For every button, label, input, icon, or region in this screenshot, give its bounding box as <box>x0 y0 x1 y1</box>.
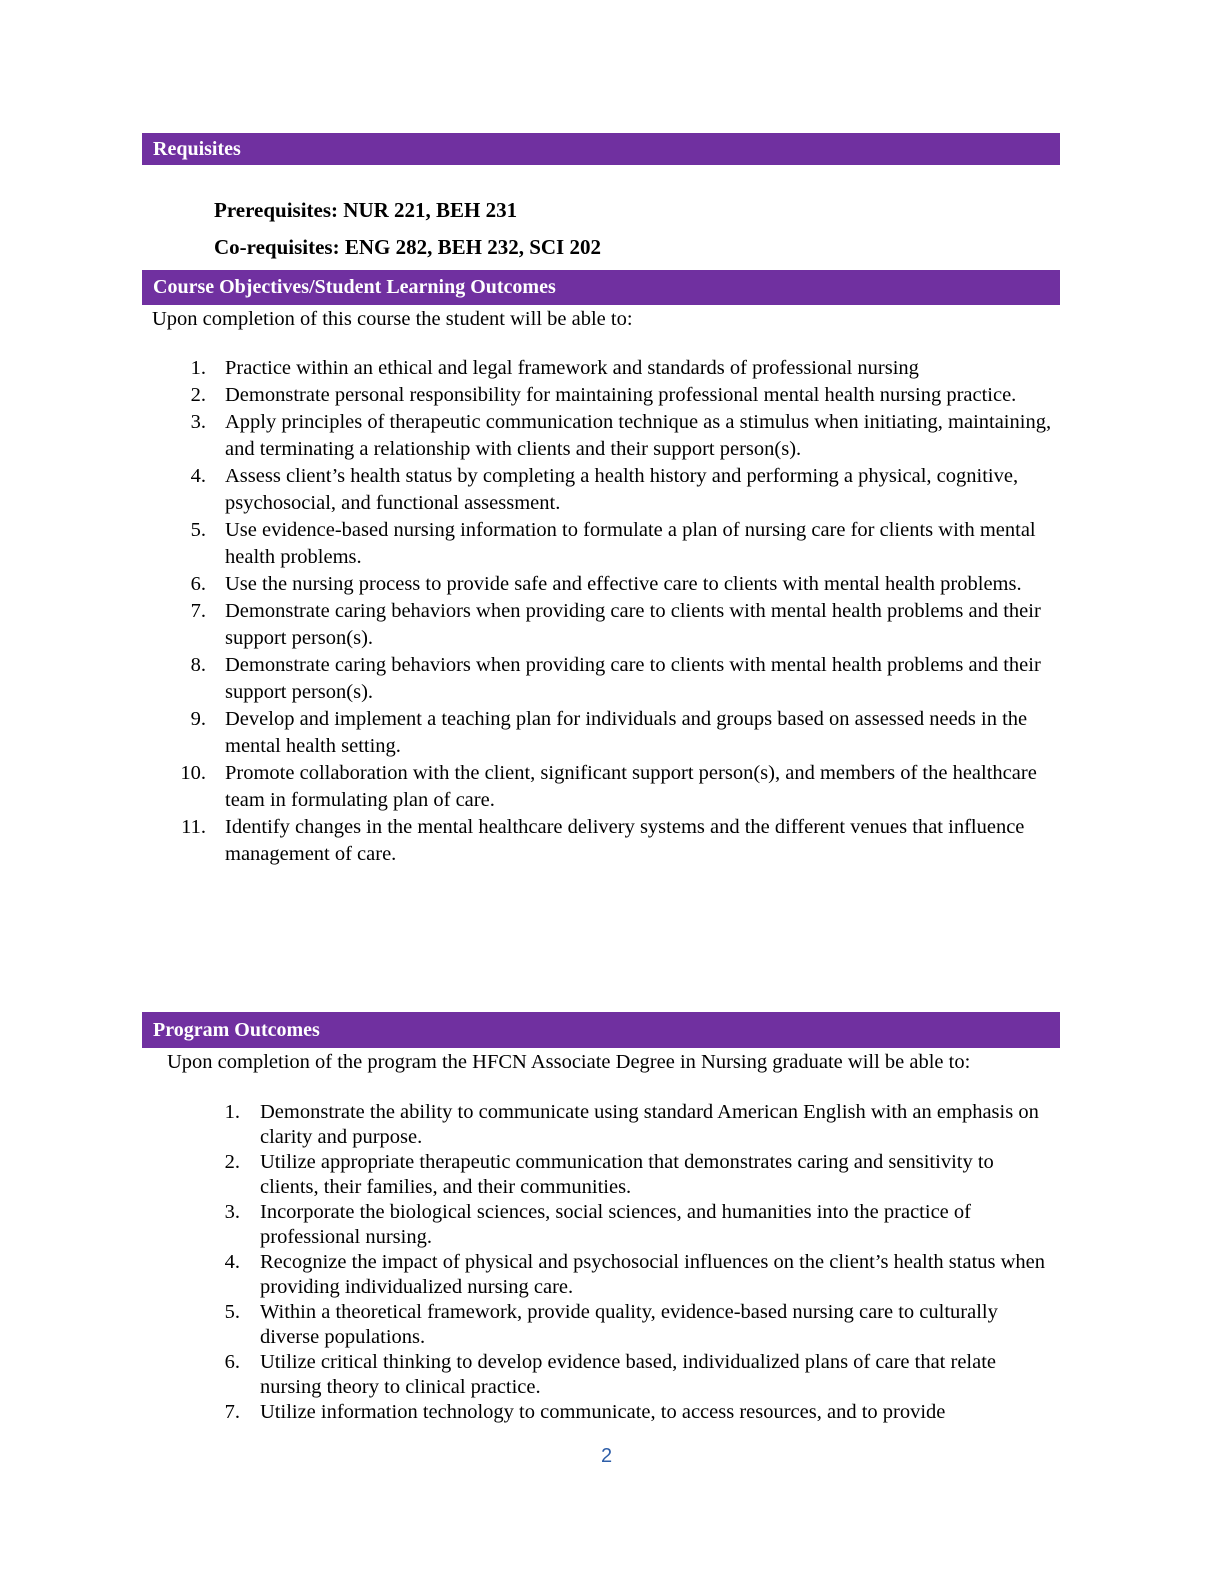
list-item-text: Use evidence-based nursing information to formulate a plan of nursing care for clients with mental health problems. <box>225 519 1036 568</box>
list-item <box>142 1200 1060 1250</box>
list-item-number: 4. <box>190 465 206 487</box>
list-item-text: Demonstrate caring behaviors when providing care to clients with mental health problems and their support person(s). <box>225 600 1041 649</box>
list-item-number: 6. <box>224 1351 240 1373</box>
list-item-text: Develop and implement a teaching plan for individuals and groups based on assessed needs in the mental health setting. <box>225 708 1028 757</box>
list-item-text: Demonstrate the ability to communicate using standard American English with an emphasis on clarity and purpose. <box>260 1101 1039 1148</box>
list-item <box>142 814 1060 868</box>
list-item <box>142 517 1060 571</box>
course-objectives-intro: Upon completion of this course the student will be able to: <box>152 308 633 330</box>
corequisites-line: Co-requisites: ENG 282, BEH 232, SCI 202 <box>214 235 601 259</box>
list-item-number: 9. <box>190 708 206 730</box>
list-item-text: Utilize critical thinking to develop evidence based, individualized plans of care that relate nursing theory to clinical practice. <box>260 1351 997 1398</box>
requisites-heading-text: Requisites <box>153 137 241 160</box>
list-item <box>142 1100 1060 1150</box>
list-item <box>142 1350 1060 1400</box>
list-item-number: 1. <box>190 357 206 379</box>
list-item-number: 5. <box>190 519 206 541</box>
course-objectives-heading <box>142 270 1060 305</box>
program-outcomes-intro: Upon completion of the program the HFCN Associate Degree in Nursing graduate will be able to: <box>167 1051 971 1073</box>
requisites-heading <box>142 133 1060 165</box>
list-item-text: Incorporate the biological sciences, social sciences, and humanities into the practice of professional nursing. <box>260 1201 971 1248</box>
list-item-text: Demonstrate personal responsibility for maintaining professional mental health nursing practice. <box>225 384 1017 406</box>
list-item-text: Recognize the impact of physical and psychosocial influences on the client’s health status when providing individualized nursing care. <box>260 1251 1046 1298</box>
program-outcomes-heading <box>142 1012 1060 1048</box>
list-item <box>142 382 1060 409</box>
list-item-text: Assess client’s health status by completing a health history and performing a physical, cognitive, psychosocial, and functional assessment. <box>225 465 1019 514</box>
list-item-number: 5. <box>224 1301 240 1323</box>
program-outcomes-list <box>142 1100 1060 1425</box>
list-item-text: Practice within an ethical and legal framework and standards of professional nursing <box>225 357 919 379</box>
list-item-text: Use the nursing process to provide safe and effective care to clients with mental health problems. <box>225 573 1022 595</box>
list-item-number: 4. <box>224 1251 240 1273</box>
list-item-number: 7. <box>190 600 206 622</box>
list-item-number: 7. <box>224 1401 240 1423</box>
list-item-number: 8. <box>190 654 206 676</box>
list-item-text: Demonstrate caring behaviors when providing care to clients with mental health problems and their support person(s). <box>225 654 1041 703</box>
list-item-text: Identify changes in the mental healthcare delivery systems and the different venues that influence management of care. <box>225 816 1025 865</box>
program-outcomes-heading-text: Program Outcomes <box>153 1018 320 1041</box>
list-item <box>142 652 1060 706</box>
list-item-number: 6. <box>190 573 206 595</box>
list-item-number: 3. <box>224 1201 240 1223</box>
list-item <box>142 409 1060 463</box>
list-item-text: Apply principles of therapeutic communication technique as a stimulus when initiating, maintaining, and terminating a relationship with clients and their support person(s). <box>225 411 1052 460</box>
page-number: 2 <box>600 1445 613 1467</box>
list-item <box>142 355 1060 382</box>
list-item-text: Within a theoretical framework, provide quality, evidence-based nursing care to culturally diverse populations. <box>260 1301 998 1348</box>
list-item <box>142 1150 1060 1200</box>
list-item-number: 1. <box>224 1101 240 1123</box>
list-item-number: 10. <box>180 762 206 784</box>
course-objectives-heading-text: Course Objectives/Student Learning Outcomes <box>153 276 556 298</box>
list-item <box>142 463 1060 517</box>
list-item-text: Promote collaboration with the client, significant support person(s), and members of the healthcare team in formulating plan of care. <box>225 762 1037 811</box>
list-item-text: Utilize appropriate therapeutic communication that demonstrates caring and sensitivity to clients, their families, and their communities. <box>260 1151 994 1198</box>
list-item <box>142 598 1060 652</box>
list-item-number: 2. <box>224 1151 240 1173</box>
list-item-number: 11. <box>181 816 206 838</box>
list-item-number: 2. <box>190 384 206 406</box>
list-item <box>142 1400 1060 1425</box>
list-item <box>142 1300 1060 1350</box>
prerequisites-line: Prerequisites: NUR 221, BEH 231 <box>214 198 518 222</box>
list-item <box>142 1250 1060 1300</box>
list-item-text: Utilize information technology to communicate, to access resources, and to provide <box>260 1401 946 1423</box>
course-objectives-list <box>142 355 1060 868</box>
list-item <box>142 571 1060 598</box>
list-item <box>142 760 1060 814</box>
list-item-number: 3. <box>190 411 206 433</box>
list-item <box>142 706 1060 760</box>
